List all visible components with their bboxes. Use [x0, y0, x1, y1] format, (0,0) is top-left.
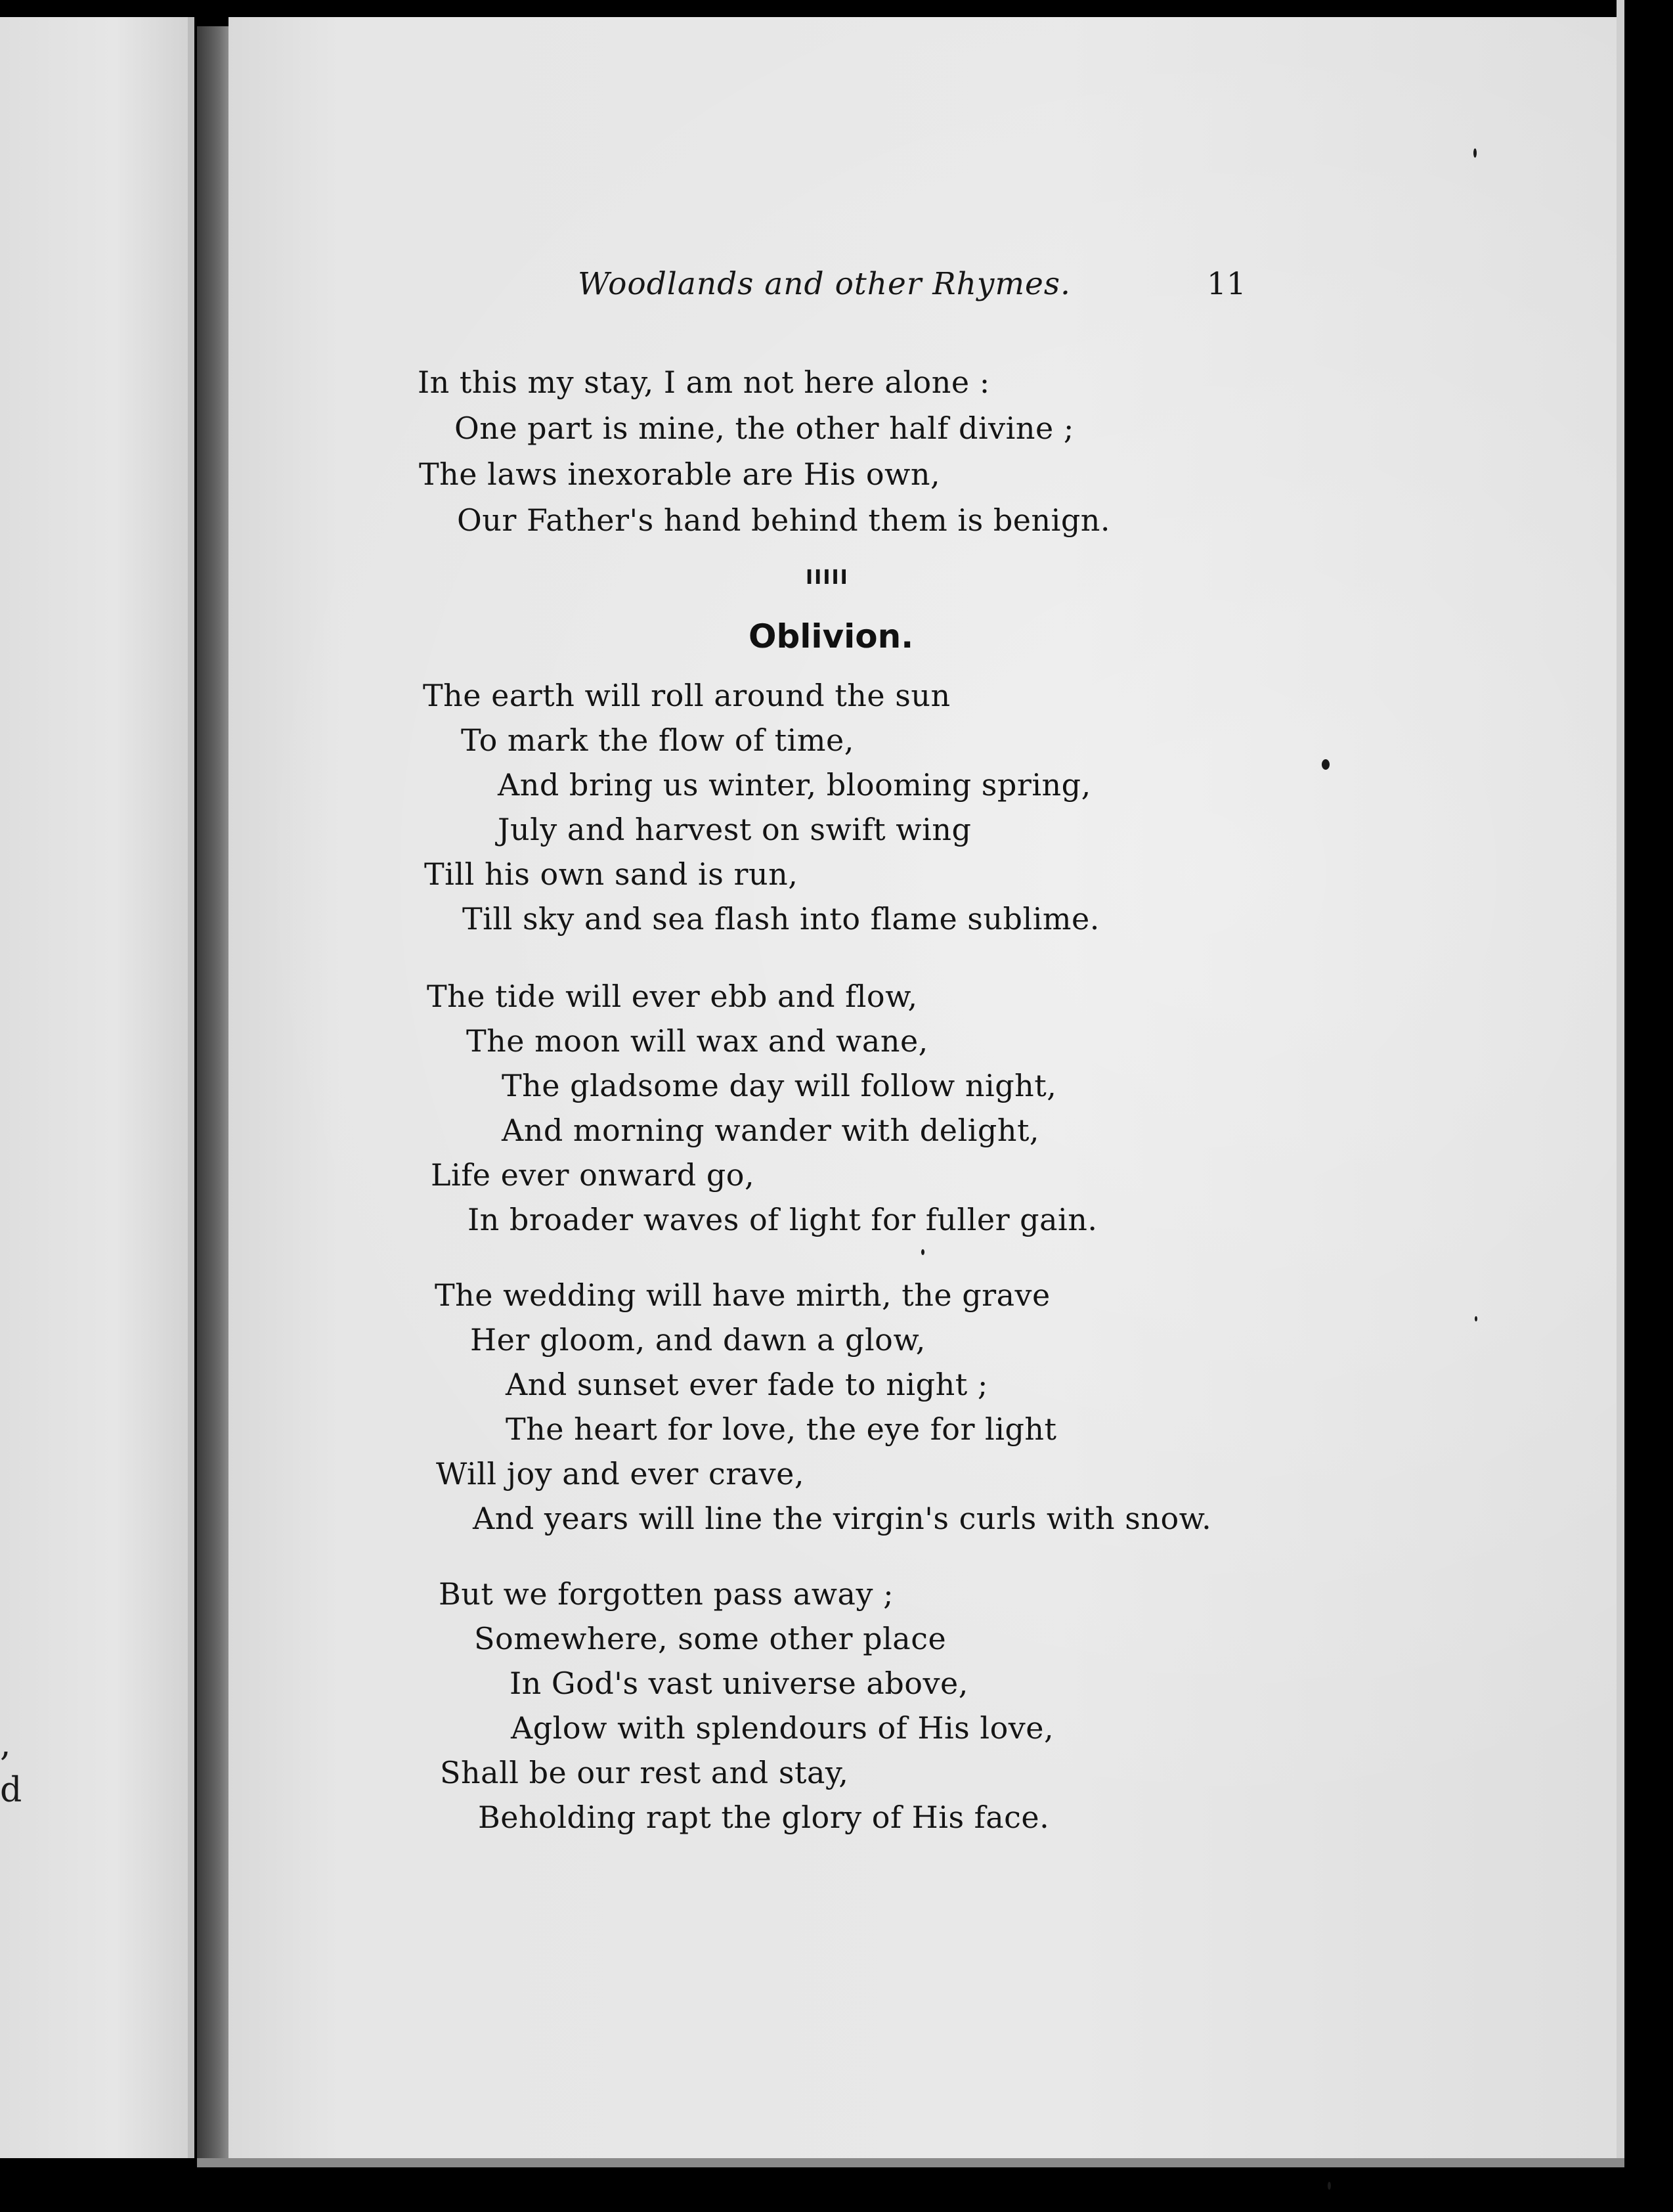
stanza-1-line-6: Till sky and sea flash into flame sublime. — [462, 901, 1100, 937]
scan-speck — [1322, 759, 1330, 770]
page-number: 11 — [1207, 266, 1246, 302]
stanza-2-line-3: The gladsome day will follow night, — [502, 1068, 1057, 1103]
stanza-1-line-1: The earth will roll around the sun — [423, 678, 951, 713]
stanza-2-line-6: In broader waves of light for fuller gain. — [467, 1202, 1098, 1237]
stanza-3-line-2: Her gloom, and dawn a glow, — [470, 1322, 926, 1358]
bottom-page-edge — [197, 2158, 1624, 2167]
left-page-fragment-bottom: d — [0, 1771, 22, 1810]
stanza-4-line-3: In God's vast universe above, — [510, 1666, 968, 1701]
left-page-shadow — [188, 17, 194, 2158]
stanza-3-line-5: Will joy and ever crave, — [436, 1456, 804, 1492]
stanza-3-line-1: The wedding will have mirth, the grave — [435, 1277, 1051, 1313]
stanza-4-line-1: But we forgotten pass away ; — [439, 1576, 894, 1612]
right-page-edge — [1617, 0, 1624, 2167]
stanza-4-line-2: Somewhere, some other place — [474, 1621, 947, 1656]
section-ornament: IIIII — [806, 566, 849, 589]
stanza-4-line-4: Aglow with splendours of His love, — [511, 1710, 1054, 1746]
stanza-3-line-3: And sunset ever fade to night ; — [506, 1367, 988, 1402]
opening-line-1: In this my stay, I am not here alone : — [418, 365, 990, 400]
stanza-1-line-4: July and harvest on swift wing — [498, 812, 972, 847]
poem-title: Oblivion. — [749, 617, 914, 655]
opening-line-3: The laws inexorable are His own, — [419, 456, 941, 492]
stanza-4-line-5: Shall be our rest and stay, — [440, 1755, 849, 1790]
stanza-2-line-4: And morning wander with delight, — [502, 1113, 1040, 1148]
stanza-3-line-6: And years will line the virgin's curls with snow. — [473, 1501, 1212, 1536]
opening-line-2: One part is mine, the other half divine ; — [454, 410, 1074, 446]
scan-speck — [1328, 2182, 1331, 2190]
left-page-fragment-top: , — [0, 1725, 11, 1764]
scan-speck — [921, 1249, 924, 1255]
opening-line-4: Our Father's hand behind them is benign. — [457, 502, 1111, 538]
scan-speck — [1473, 148, 1477, 158]
scan-speck — [1475, 1316, 1477, 1321]
running-head: Woodlands and other Rhymes. — [578, 266, 1071, 302]
stanza-1-line-2: To mark the flow of time, — [461, 722, 854, 758]
stanza-2-line-2: The moon will wax and wane, — [466, 1023, 928, 1059]
stanza-3-line-4: The heart for love, the eye for light — [506, 1411, 1057, 1447]
stanza-2-line-1: The tide will ever ebb and flow, — [427, 979, 918, 1014]
stanza-2-line-5: Life ever onward go, — [431, 1157, 755, 1193]
left-page-edge — [0, 17, 192, 2158]
book-gutter — [197, 26, 228, 2161]
stanza-1-line-3: And bring us winter, blooming spring, — [498, 767, 1091, 803]
stanza-1-line-5: Till his own sand is run, — [424, 856, 798, 892]
stanza-4-line-6: Beholding rapt the glory of His face. — [478, 1800, 1050, 1835]
